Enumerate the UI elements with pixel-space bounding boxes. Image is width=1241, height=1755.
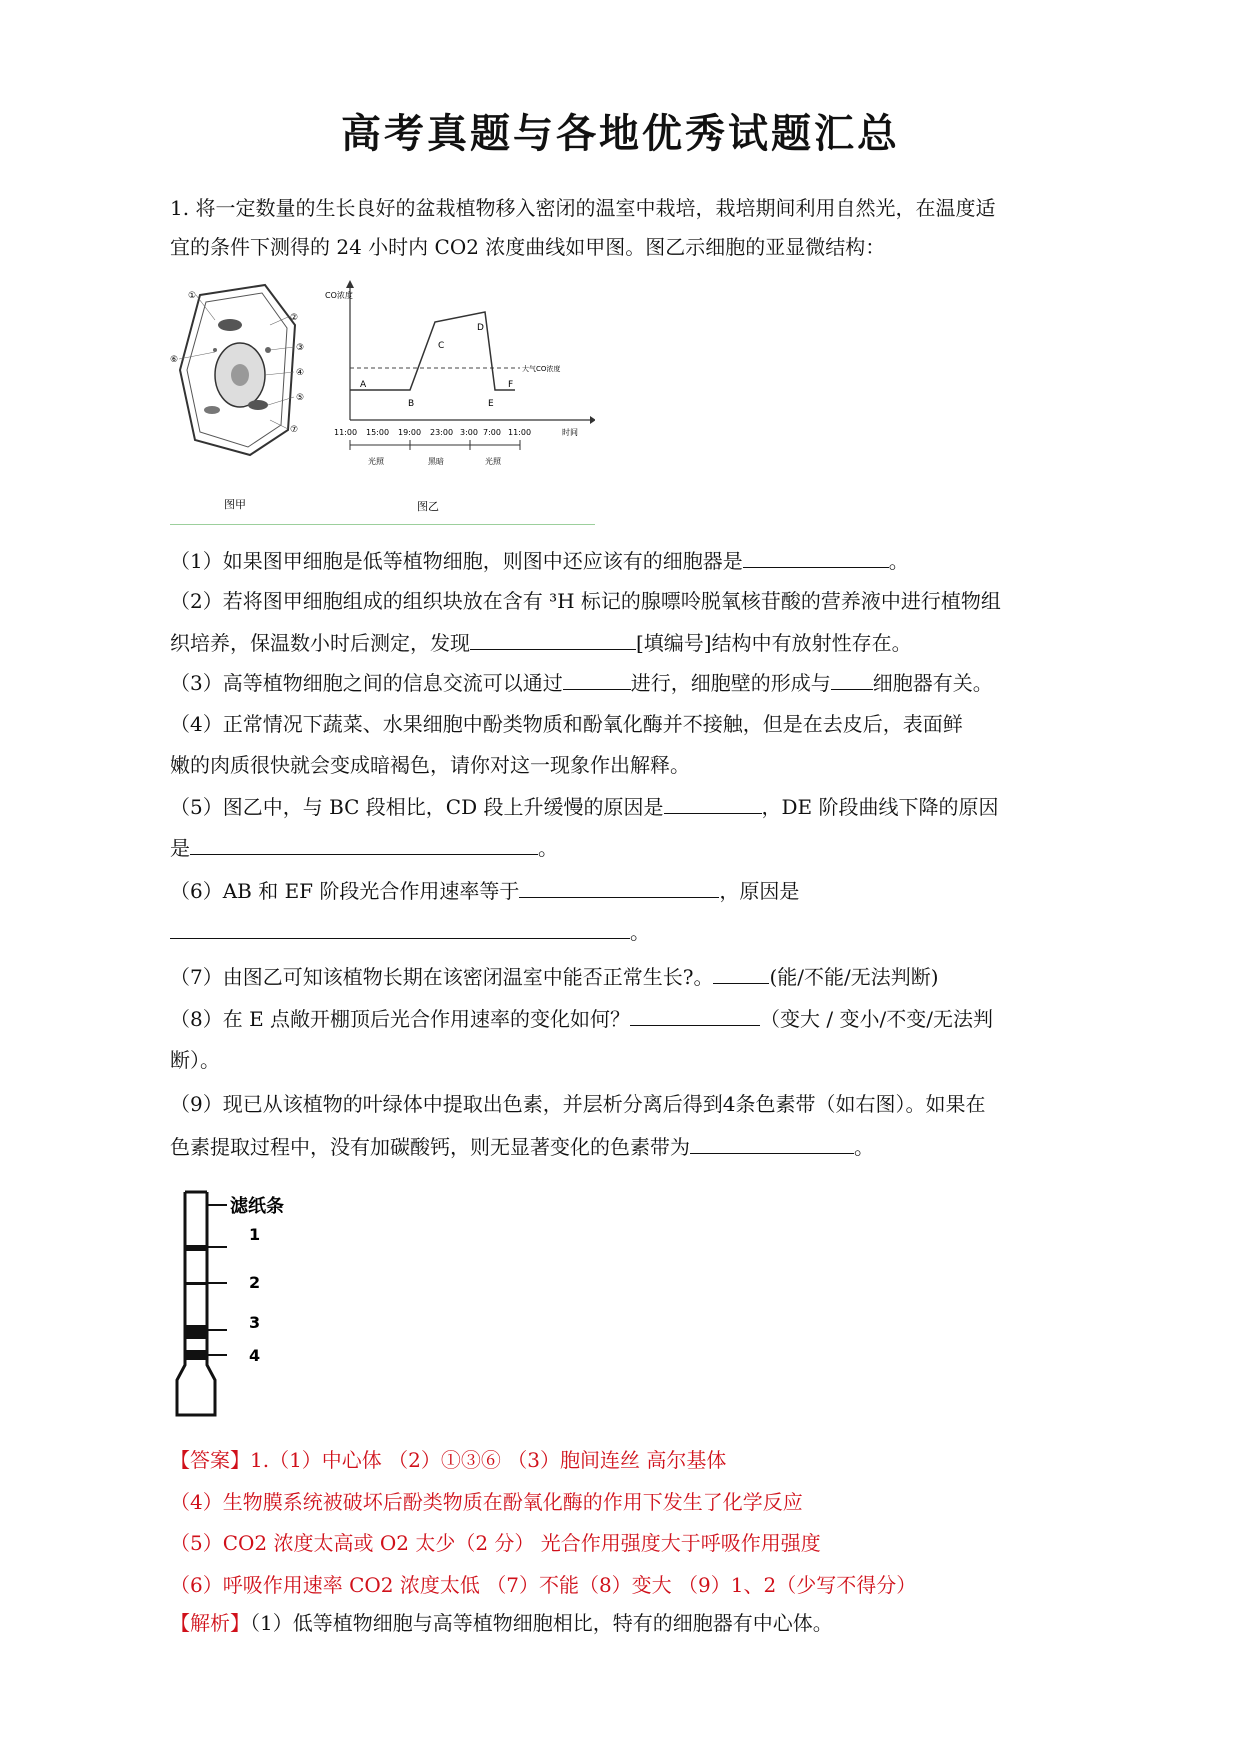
q2-end: [填编号]结构中有放射性存在。: [636, 631, 912, 655]
subquestion-4-line-2: 嫩的肉质很快就会变成暗褐色，请你对这一现象作出解释。: [170, 753, 690, 777]
subquestion-8-line-1: [170, 1005, 993, 1033]
graph-tick-label: 7:00: [483, 428, 501, 437]
subquestion-7: [170, 963, 939, 991]
q6-answer-blank-1: [519, 896, 719, 898]
graph-y-label: CO浓度: [325, 291, 353, 300]
cell-label: ⑦: [290, 425, 299, 435]
graph-point-label: C: [438, 341, 445, 351]
q8-end: （变大 / 变小/不变/无法判: [760, 1007, 993, 1031]
graph-tick-label: 3:00: [460, 428, 478, 437]
analysis-line: [170, 1609, 833, 1637]
q6-answer-blank-2: [170, 937, 630, 939]
subquestion-2-line-1: （2）若将图甲细胞组成的组织块放在含有 ³H 标记的腺嘌呤脱氧核苷酸的营养液中进行植物组: [170, 589, 1001, 613]
q5-text-2: 是: [170, 836, 190, 860]
q3-middle: 进行，细胞壁的形成与: [630, 671, 831, 695]
cell-label: ③: [296, 343, 305, 353]
strip-band-label: 3: [249, 1313, 261, 1332]
q7-end: (能/不能/无法判断): [769, 965, 939, 989]
graph-period-label: 光照: [368, 457, 384, 466]
q9-end: 。: [854, 1135, 874, 1159]
q5-answer-blank-2: [190, 853, 538, 855]
question-line-2: 宜的条件下测得的 24 小时内 CO2 浓度曲线如甲图。图乙示细胞的亚显微结构：: [170, 235, 886, 259]
answer-line-3: （5）CO2 浓度太高或 O2 太少（2 分） 光合作用强度大于呼吸作用强度: [170, 1531, 821, 1555]
q7-answer-blank: [713, 982, 769, 984]
subquestion-1: [170, 547, 909, 575]
subquestion-2-line-2: [170, 629, 912, 657]
q1-answer-blank: [743, 566, 889, 568]
q6-text: （6）AB 和 EF 阶段光合作用速率等于: [170, 879, 520, 903]
cell-label: ④: [296, 368, 305, 378]
answer-line-4: （6）呼吸作用速率 CO2 浓度太低 （7）不能（8）变大 （9）1、2（少写不得分）: [170, 1573, 917, 1597]
q5-middle: ，DE 阶段曲线下降的原因: [761, 795, 999, 819]
filter-paper-strip-figure: [175, 1190, 315, 1420]
graph-figure-caption: 图乙: [417, 500, 439, 513]
strip-label: 滤纸条: [230, 1196, 284, 1217]
q3-end: 细胞器有关。: [872, 671, 993, 695]
strip-band-label: 4: [249, 1346, 261, 1365]
subquestion-9-line-1: （9）现已从该植物的叶绿体中提取出色素，并层析分离后得到4条色素带（如右图）。如果在: [170, 1092, 986, 1116]
answer-line-2: （4）生物膜系统被破坏后酚类物质在酚氧化酶的作用下发生了化学反应: [170, 1490, 803, 1514]
subquestion-8-line-2: 断）。: [170, 1048, 220, 1072]
graph-point-label: E: [488, 399, 494, 409]
graph-reference-label: 大气CO浓度: [522, 365, 561, 373]
graph-tick-label: 15:00: [366, 428, 390, 437]
plant-cell-figure: [170, 280, 310, 516]
cell-label: ⑤: [296, 393, 305, 403]
graph-x-label: 时间: [562, 428, 578, 437]
subquestion-6-line-1: [170, 877, 799, 905]
graph-tick-label: 11:00: [334, 428, 358, 437]
q1-end: 。: [888, 549, 909, 573]
q9-text: 色素提取过程中，没有加碳酸钙，则无显著变化的色素带为: [170, 1135, 690, 1159]
graph-tick-label: 23:00: [430, 428, 454, 437]
q8-answer-blank: [630, 1024, 760, 1026]
subquestion-5-line-1: [170, 793, 999, 821]
analysis-text: （1）低等植物细胞与高等植物细胞相比，特有的细胞器有中心体。: [250, 1611, 833, 1635]
analysis-tag: 【解析】: [170, 1611, 250, 1635]
answer-text-1: 1.（1）中心体 （2）①③⑥ （3）胞间连丝 高尔基体: [250, 1448, 727, 1472]
question-line-1: 1. 将一定数量的生长良好的盆栽植物移入密闭的温室中栽培，栽培期间利用自然光，在温度适: [170, 196, 996, 220]
graph-point-label: D: [477, 323, 484, 333]
q5-answer-blank-1: [664, 812, 762, 814]
cell-figure-caption: 图甲: [224, 498, 246, 511]
q9-answer-blank: [690, 1152, 854, 1154]
q2-text: 织培养，保温数小时后测定，发现: [170, 631, 470, 655]
graph-point-label: B: [408, 399, 415, 409]
strip-band-label: 1: [249, 1225, 261, 1244]
subquestion-4-line-1: （4）正常情况下蔬菜、水果细胞中酚类物质和酚氧化酶并不接触，但是在去皮后，表面鲜: [170, 712, 963, 736]
q5-end: 。: [538, 836, 558, 860]
q2-answer-blank: [470, 648, 636, 650]
q3-text: （3）高等植物细胞之间的信息交流可以通过: [170, 671, 563, 695]
q6-end: 。: [630, 920, 650, 944]
q3-answer-blank-1: [563, 688, 631, 690]
q1-text: （1）如果图甲细胞是低等植物细胞，则图中还应该有的细胞器是: [170, 549, 743, 573]
graph-period-label: 黑暗: [428, 457, 444, 466]
cell-label: ①: [188, 291, 197, 301]
q6-middle: ，原因是: [719, 879, 800, 903]
graph-tick-label: 11:00: [508, 428, 532, 437]
cell-label: ②: [290, 313, 299, 323]
q5-text: （5）图乙中，与 BC 段相比，CD 段上升缓慢的原因是: [170, 795, 664, 819]
graph-period-label: 光照: [485, 457, 501, 466]
subquestion-5-line-2: [170, 834, 558, 862]
subquestion-3: [170, 669, 993, 697]
q8-text: （8）在 E 点敞开棚顶后光合作用速率的变化如何？: [170, 1007, 631, 1031]
q3-answer-blank-2: [831, 688, 873, 690]
q7-text: （7）由图乙可知该植物长期在该密闭温室中能否正常生长?。: [170, 965, 714, 989]
co2-graph-figure: [320, 280, 595, 520]
graph-point-label: A: [360, 380, 367, 390]
page-title: 高考真题与各地优秀试题汇总: [341, 110, 900, 157]
figure-separator: [170, 524, 595, 525]
cell-label: ⑥: [170, 355, 179, 365]
strip-band-label: 2: [249, 1273, 261, 1292]
subquestion-9-line-2: [170, 1133, 874, 1161]
answer-line-1: [170, 1446, 726, 1474]
subquestion-6-line-2: [170, 918, 650, 946]
answer-tag: 【答案】: [170, 1448, 250, 1472]
graph-point-label: F: [508, 380, 514, 390]
graph-tick-label: 19:00: [398, 428, 422, 437]
